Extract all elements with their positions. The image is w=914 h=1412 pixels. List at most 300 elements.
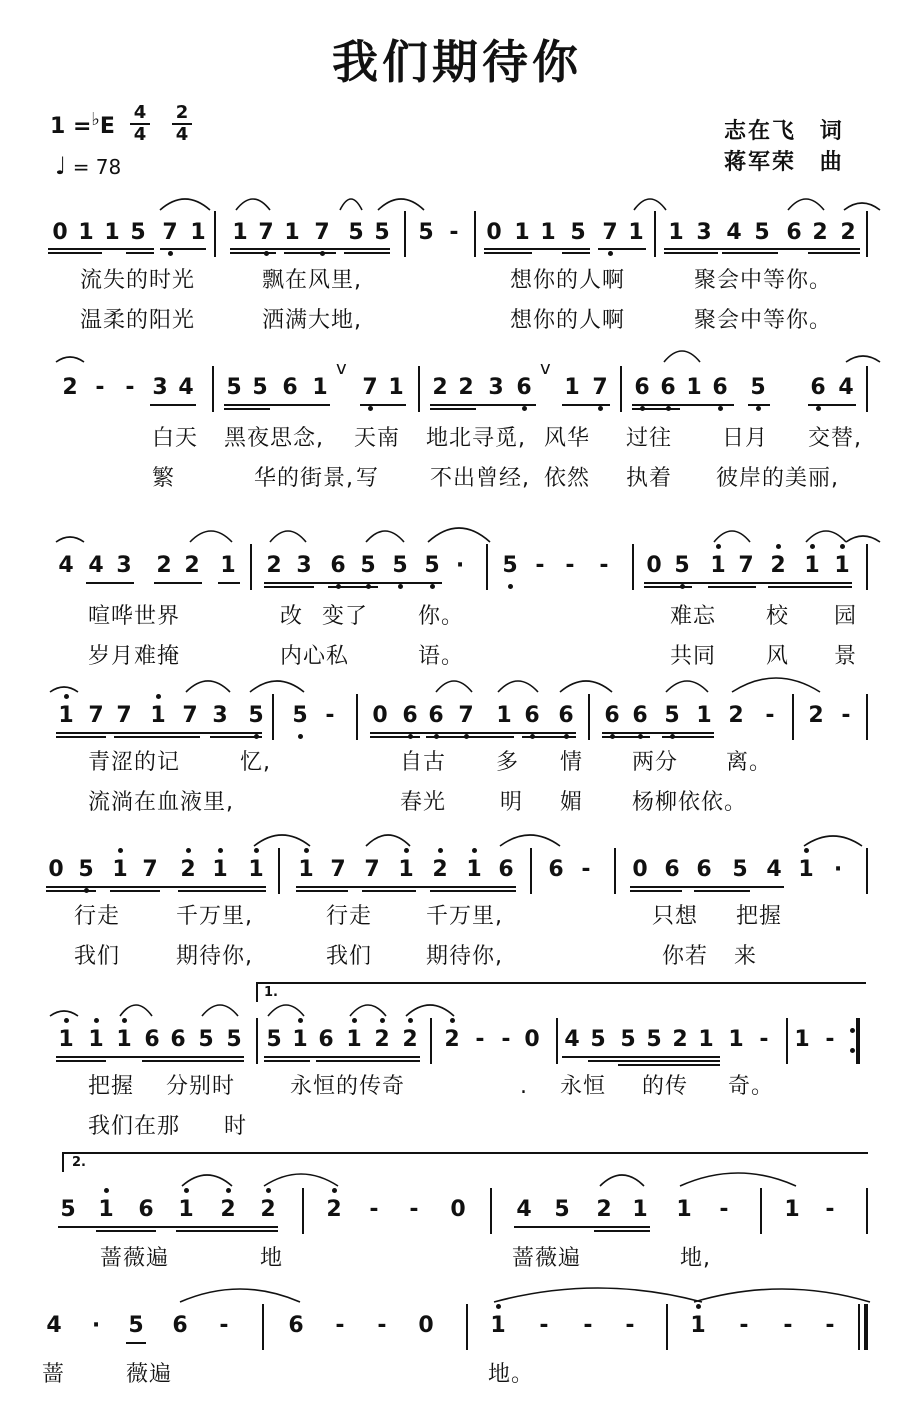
dash-extension: - <box>501 1027 511 1052</box>
note-4: 4 <box>564 1027 580 1052</box>
note-5: 5 <box>248 703 264 728</box>
note-0: 0 <box>486 220 502 245</box>
note-7: 7 <box>258 220 274 245</box>
lyric-verse1-line2-d: 地北寻觅, <box>426 426 526 451</box>
slur <box>160 199 210 210</box>
lyric-verse1-line2-h: 交替, <box>808 426 862 451</box>
note-3: 3 <box>152 375 168 400</box>
note-6: 6 <box>524 703 540 728</box>
note-4: 4 <box>88 553 104 578</box>
slur <box>788 199 824 210</box>
lyric-verse1-line4-e: 情 <box>560 750 584 775</box>
note-1: 1 <box>632 1197 648 1222</box>
slur <box>350 1005 386 1016</box>
slur <box>190 531 232 542</box>
flat-sign: ♭ <box>91 109 100 130</box>
lyric-verse1-line4-g: 离。 <box>726 750 773 775</box>
lyric-verse1-line6-c: 永恒的传奇 <box>290 1074 406 1099</box>
note-1: 1 <box>496 703 512 728</box>
time-sig-denominator: 4 <box>133 124 147 145</box>
dash-extension: - <box>599 553 609 578</box>
note-6: 6 <box>712 375 728 400</box>
slur <box>120 1005 152 1016</box>
note-5: 5 <box>646 1027 662 1052</box>
lyric-verse1-line4-c: 自古 <box>400 750 447 775</box>
note-5: 5 <box>130 220 146 245</box>
note-0: 0 <box>52 220 68 245</box>
slur <box>680 1173 796 1186</box>
note-5: 5 <box>750 375 766 400</box>
slur <box>270 531 306 542</box>
note-2: 2 <box>220 1197 236 1222</box>
note-6: 6 <box>634 375 650 400</box>
note-0: 0 <box>646 553 662 578</box>
note-6: 6 <box>786 220 802 245</box>
dash-extension: - <box>719 1197 729 1222</box>
dash-extension: - <box>377 1313 387 1338</box>
note-2: 2 <box>596 1197 612 1222</box>
note-2: 2 <box>374 1027 390 1052</box>
note-4: 4 <box>766 857 782 882</box>
slur <box>180 1289 300 1302</box>
dash-extension: - <box>825 1197 835 1222</box>
slur <box>340 199 362 210</box>
lyric-verse1-line5-e: 只想 <box>652 904 699 929</box>
note-6: 6 <box>660 375 676 400</box>
note-5: 5 <box>266 1027 282 1052</box>
lyric-verse1-line5-c: 行走 <box>326 904 373 929</box>
note-7: 7 <box>330 857 346 882</box>
lyric-verse1-line2-a: 白天 <box>152 426 199 451</box>
dash-extension: - <box>565 553 575 578</box>
slur <box>560 681 612 692</box>
note-1: 1 <box>698 1027 714 1052</box>
lyric-verse1-line5-f: 把握 <box>736 904 783 929</box>
note-2: 2 <box>326 1197 342 1222</box>
note-6: 6 <box>172 1313 188 1338</box>
note-5: 5 <box>128 1313 144 1338</box>
note-2: 2 <box>180 857 196 882</box>
note-1: 1 <box>220 553 236 578</box>
lyric-verse2-line3-e: 风 <box>766 644 790 669</box>
note-6: 6 <box>282 375 298 400</box>
note-3: 3 <box>488 375 504 400</box>
lyric-verse2-line4-a: 流淌在血液里, <box>88 790 234 815</box>
note-1: 1 <box>292 1027 308 1052</box>
note-2: 2 <box>184 553 200 578</box>
slur <box>600 1175 644 1186</box>
slur <box>694 1289 870 1302</box>
slur <box>56 357 84 362</box>
note-2: 2 <box>62 375 78 400</box>
note-1: 1 <box>388 375 404 400</box>
lyric-line8-c: 地。 <box>488 1362 535 1387</box>
dash-extension: - <box>739 1313 749 1338</box>
lyric-verse2-line1-a: 温柔的阳光 <box>80 308 196 333</box>
slur <box>804 836 862 846</box>
dash-extension: - <box>583 1313 593 1338</box>
lyric-verse2-line5-b: 期待你, <box>176 944 253 969</box>
note-5: 5 <box>424 553 440 578</box>
note-0: 0 <box>48 857 64 882</box>
lyric-verse1-line5-b: 千万里, <box>176 904 253 929</box>
dash-extension: - <box>335 1313 345 1338</box>
note-1: 1 <box>834 553 850 578</box>
first-ending-label: 1. <box>264 985 278 1000</box>
lyric-verse2-line1-c: 想你的人啊 <box>510 308 626 333</box>
note-1: 1 <box>628 220 644 245</box>
slur <box>378 199 424 210</box>
note-4: 4 <box>58 553 74 578</box>
note-1: 1 <box>312 375 328 400</box>
note-6: 6 <box>288 1313 304 1338</box>
dash-extension: - <box>535 553 545 578</box>
note-6: 6 <box>810 375 826 400</box>
slur <box>186 681 230 692</box>
lyric-line7-c: 蔷薇遍 <box>512 1246 582 1271</box>
note-1: 1 <box>190 220 206 245</box>
note-1: 1 <box>514 220 530 245</box>
note-6: 6 <box>516 375 532 400</box>
note-5: 5 <box>360 553 376 578</box>
note-6: 6 <box>632 703 648 728</box>
dash-extension: - <box>783 1313 793 1338</box>
dash-extension: - <box>625 1313 635 1338</box>
dash-extension: - <box>825 1027 835 1052</box>
note-0: 0 <box>524 1027 540 1052</box>
note-1: 1 <box>178 1197 194 1222</box>
lyric-verse1-line3-c: 变了 <box>322 604 369 629</box>
dash-extension: - <box>825 1313 835 1338</box>
lyricist-role: 词 <box>819 119 844 144</box>
dash-extension: - <box>765 703 775 728</box>
lyric-verse1-line5-a: 行走 <box>74 904 121 929</box>
lyric-verse2-line3-c: 语。 <box>418 644 465 669</box>
note-4: 4 <box>726 220 742 245</box>
note-7: 7 <box>458 703 474 728</box>
lyric-verse1-line1-a: 流失的时光 <box>80 268 196 293</box>
dash-extension: - <box>219 1313 229 1338</box>
note-7: 7 <box>738 553 754 578</box>
note-5: 5 <box>78 857 94 882</box>
tempo-value: = 78 <box>72 155 122 179</box>
lyric-verse1-line2-g: 日月 <box>722 426 769 451</box>
second-ending-label: 2. <box>72 1155 86 1170</box>
note-7: 7 <box>162 220 178 245</box>
note-1: 1 <box>104 220 120 245</box>
lyric-verse1-line2-c: 天南 <box>354 426 401 451</box>
note-0: 0 <box>372 703 388 728</box>
lyric-verse2-line4-c: 明 <box>500 790 524 815</box>
note-5: 5 <box>252 375 268 400</box>
dash-extension: - <box>539 1313 549 1338</box>
lyric-verse2-line5-c: 我们 <box>326 944 373 969</box>
note-4: 4 <box>838 375 854 400</box>
note-2: 2 <box>444 1027 460 1052</box>
note-2: 2 <box>770 553 786 578</box>
note-2: 2 <box>432 375 448 400</box>
dash-extension: - <box>95 375 105 400</box>
lyric-verse2-line6-b: 时 <box>224 1114 248 1139</box>
note-7: 7 <box>116 703 132 728</box>
lyric-verse1-line2-e: 风华 <box>544 426 591 451</box>
note-·: · <box>91 1313 101 1338</box>
slur <box>806 531 846 542</box>
note-0: 0 <box>632 857 648 882</box>
lyric-verse1-line1-c: 想你的人啊 <box>510 268 626 293</box>
note-4: 4 <box>46 1313 62 1338</box>
lyric-verse1-line3-e: 难忘 <box>670 604 717 629</box>
first-ending-bracket <box>256 982 866 1002</box>
slur <box>202 1005 238 1016</box>
lyric-verse1-line4-b: 忆, <box>240 750 271 775</box>
dash-extension: - <box>475 1027 485 1052</box>
note-5: 5 <box>418 220 434 245</box>
slur <box>664 351 700 362</box>
slur <box>846 356 880 362</box>
note-3: 3 <box>696 220 712 245</box>
lyric-verse1-line6-g: 奇。 <box>728 1074 775 1099</box>
note-6: 6 <box>318 1027 334 1052</box>
note-5: 5 <box>664 703 680 728</box>
breath-mark: v <box>336 358 347 379</box>
lyric-verse2-line2-c: 写 <box>356 466 380 491</box>
note-1: 1 <box>798 857 814 882</box>
slur <box>250 681 304 692</box>
lyric-verse2-line2-a: 繁 <box>152 466 176 491</box>
note-6: 6 <box>696 857 712 882</box>
slur <box>846 536 880 542</box>
note-·: · <box>455 553 465 578</box>
lyric-verse2-line1-d: 聚会中等你。 <box>694 308 833 333</box>
note-2: 2 <box>728 703 744 728</box>
lyric-verse1-line3-d: 你。 <box>418 604 465 629</box>
note-5: 5 <box>348 220 364 245</box>
note-1: 1 <box>696 703 712 728</box>
note-5: 5 <box>554 1197 570 1222</box>
breath-mark: v <box>540 358 551 379</box>
lyric-verse2-line4-e: 杨柳依依。 <box>632 790 748 815</box>
note-5: 5 <box>374 220 390 245</box>
note-5: 5 <box>226 1027 242 1052</box>
note-1: 1 <box>98 1197 114 1222</box>
dash-extension: - <box>409 1197 419 1222</box>
note-1: 1 <box>58 1027 74 1052</box>
lyric-verse1-line4-d: 多 <box>496 750 520 775</box>
key-note: E <box>99 114 115 139</box>
note-6: 6 <box>402 703 418 728</box>
note-1: 1 <box>564 375 580 400</box>
lyric-line8-a: 蔷 <box>42 1362 66 1387</box>
note-5: 5 <box>198 1027 214 1052</box>
note-0: 0 <box>450 1197 466 1222</box>
note-0: 0 <box>418 1313 434 1338</box>
lyric-verse2-line2-e: 依然 <box>544 466 591 491</box>
note-5: 5 <box>754 220 770 245</box>
slur <box>366 531 404 542</box>
lyric-verse2-line3-d: 共同 <box>670 644 717 669</box>
note-5: 5 <box>502 553 518 578</box>
dash-extension: - <box>581 857 591 882</box>
note-1: 1 <box>794 1027 810 1052</box>
note-1: 1 <box>540 220 556 245</box>
slur <box>182 1175 232 1186</box>
key-prefix: 1 = <box>50 114 92 139</box>
lyric-verse1-line2-b: 黑夜思念, <box>224 426 324 451</box>
slur <box>268 1005 304 1016</box>
lyric-verse2-line2-g: 彼岸的美丽, <box>716 466 839 491</box>
note-7: 7 <box>362 375 378 400</box>
slur <box>236 199 270 210</box>
lyric-verse1-line2-f: 过往 <box>626 426 673 451</box>
note-2: 2 <box>458 375 474 400</box>
note-1: 1 <box>232 220 248 245</box>
note-6: 6 <box>498 857 514 882</box>
slur <box>50 687 78 692</box>
slur <box>366 835 410 846</box>
slur <box>428 528 490 542</box>
lyric-verse2-line5-a: 我们 <box>74 944 121 969</box>
note-6: 6 <box>138 1197 154 1222</box>
note-6: 6 <box>548 857 564 882</box>
lyric-line7-a: 蔷薇遍 <box>100 1246 170 1271</box>
lyric-verse2-line2-f: 执着 <box>626 466 673 491</box>
lyric-verse2-line3-a: 岁月难掩 <box>88 644 181 669</box>
lyricist-name: 志在飞 <box>724 119 797 144</box>
lyric-verse1-line1-b: 飘在风里, <box>262 268 362 293</box>
note-5: 5 <box>570 220 586 245</box>
note-2: 2 <box>260 1197 276 1222</box>
note-1: 1 <box>804 553 820 578</box>
lyric-line8-b: 薇遍 <box>126 1362 173 1387</box>
lyric-verse1-line6-f: 的传 <box>642 1074 689 1099</box>
note-2: 2 <box>156 553 172 578</box>
note-1: 1 <box>784 1197 800 1222</box>
note-1: 1 <box>298 857 314 882</box>
note-1: 1 <box>490 1313 506 1338</box>
note-5: 5 <box>732 857 748 882</box>
note-2: 2 <box>812 220 828 245</box>
note-1: 1 <box>398 857 414 882</box>
note-2: 2 <box>672 1027 688 1052</box>
note-7: 7 <box>88 703 104 728</box>
note-1: 1 <box>112 857 128 882</box>
slur <box>254 835 310 846</box>
lyric-verse2-line4-d: 媚 <box>560 790 584 815</box>
note-2: 2 <box>266 553 282 578</box>
note-6: 6 <box>428 703 444 728</box>
note-1: 1 <box>212 857 228 882</box>
note-2: 2 <box>840 220 856 245</box>
slur <box>500 835 560 846</box>
lyric-verse1-line3-b: 改 <box>280 604 304 629</box>
note-5: 5 <box>590 1027 606 1052</box>
note-4: 4 <box>516 1197 532 1222</box>
lyric-line7-d: 地, <box>680 1246 711 1271</box>
slur <box>436 681 472 692</box>
lyric-verse1-line1-d: 聚会中等你。 <box>694 268 833 293</box>
slur <box>666 681 708 692</box>
note-1: 1 <box>58 703 74 728</box>
lyric-verse1-line5-d: 千万里, <box>426 904 503 929</box>
lyric-line7-b: 地 <box>260 1246 284 1271</box>
composer-role: 曲 <box>819 150 844 175</box>
note-1: 1 <box>710 553 726 578</box>
slur <box>264 1174 338 1186</box>
note-7: 7 <box>592 375 608 400</box>
time-sig-numerator: 4 <box>133 102 147 123</box>
note-6: 6 <box>558 703 574 728</box>
note-5: 5 <box>392 553 408 578</box>
song-title: 我们期待你 <box>332 35 582 89</box>
note-6: 6 <box>170 1027 186 1052</box>
lyric-verse2-line5-e: 你若 <box>662 944 709 969</box>
lyric-verse1-line6-a: 把握 <box>88 1074 135 1099</box>
note-7: 7 <box>182 703 198 728</box>
dash-extension: - <box>125 375 135 400</box>
note-1: 1 <box>78 220 94 245</box>
note-6: 6 <box>144 1027 160 1052</box>
note-2: 2 <box>808 703 824 728</box>
dash-extension: - <box>449 220 459 245</box>
note-1: 1 <box>116 1027 132 1052</box>
note-3: 3 <box>212 703 228 728</box>
note-1: 1 <box>284 220 300 245</box>
note-1: 1 <box>248 857 264 882</box>
note-6: 6 <box>330 553 346 578</box>
lyric-verse2-line3-f: 景 <box>834 644 858 669</box>
note-7: 7 <box>364 857 380 882</box>
lyric-verse2-line1-b: 洒满大地, <box>262 308 362 333</box>
note-3: 3 <box>296 553 312 578</box>
note-1: 1 <box>668 220 684 245</box>
note-1: 1 <box>690 1313 706 1338</box>
lyric-verse2-line5-d: 期待你, <box>426 944 503 969</box>
lyric-verse2-line4-b: 春光 <box>400 790 447 815</box>
lyric-verse2-line3-b: 内心私 <box>280 644 350 669</box>
lyric-verse1-line6-b: 分别时 <box>166 1074 236 1099</box>
slur <box>714 531 750 542</box>
slur <box>634 199 666 210</box>
slur <box>498 681 538 692</box>
dash-extension: - <box>369 1197 379 1222</box>
note-5: 5 <box>226 375 242 400</box>
lyric-verse2-line2-d: 不出曾经, <box>430 466 530 491</box>
lyric-verse2-line2-b: 华的街景, <box>254 466 354 491</box>
lyric-verse1-line6-e: 永恒 <box>560 1074 607 1099</box>
note-3: 3 <box>116 553 132 578</box>
dash-extension: - <box>841 703 851 728</box>
lyric-verse1-line3-f: 校 <box>766 604 790 629</box>
note-2: 2 <box>432 857 448 882</box>
note-7: 7 <box>314 220 330 245</box>
note-7: 7 <box>142 857 158 882</box>
note-6: 6 <box>664 857 680 882</box>
slur <box>406 1005 454 1016</box>
note-5: 5 <box>60 1197 76 1222</box>
slur <box>50 1011 78 1016</box>
note-7: 7 <box>602 220 618 245</box>
note-1: 1 <box>466 857 482 882</box>
lyric-verse2-line5-f: 来 <box>734 944 758 969</box>
quarter-note-icon: ♩ <box>55 152 67 180</box>
note-·: · <box>833 857 843 882</box>
time-sig-denominator: 4 <box>175 124 189 145</box>
note-1: 1 <box>150 703 166 728</box>
lyric-verse1-line3-g: 园 <box>834 604 858 629</box>
note-6: 6 <box>604 703 620 728</box>
slur <box>732 678 820 692</box>
